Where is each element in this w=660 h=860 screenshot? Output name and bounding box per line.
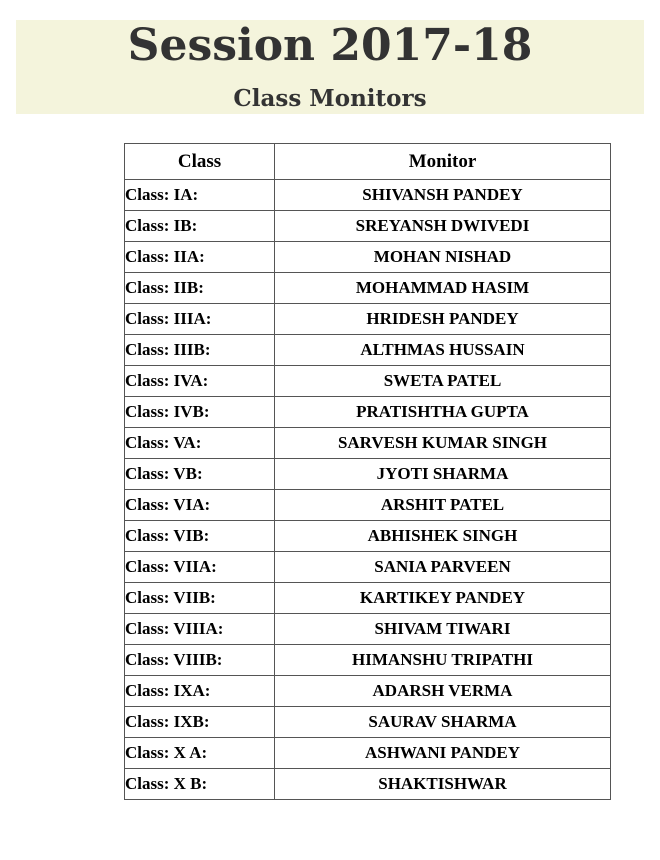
table-row bbox=[125, 459, 611, 490]
class-cell: Class: IB: bbox=[125, 211, 275, 242]
table-row bbox=[125, 738, 611, 769]
class-cell: Class: VA: bbox=[125, 428, 275, 459]
monitor-cell: MOHAN NISHAD bbox=[275, 242, 611, 273]
monitor-cell: SANIA PARVEEN bbox=[275, 552, 611, 583]
monitor-cell: ASHWANI PANDEY bbox=[275, 738, 611, 769]
monitor-cell: ADARSH VERMA bbox=[275, 676, 611, 707]
class-cell: Class: VIB: bbox=[125, 521, 275, 552]
table-row bbox=[125, 428, 611, 459]
class-cell: Class: X B: bbox=[125, 769, 275, 800]
table-row bbox=[125, 645, 611, 676]
class-cell: Class: IXA: bbox=[125, 676, 275, 707]
table-row bbox=[125, 273, 611, 304]
monitor-cell: SHIVAM TIWARI bbox=[275, 614, 611, 645]
monitor-cell: SREYANSH DWIVEDI bbox=[275, 211, 611, 242]
table-body bbox=[125, 180, 611, 800]
class-cell: Class: IIIB: bbox=[125, 335, 275, 366]
class-cell: Class: IIIA: bbox=[125, 304, 275, 335]
class-cell: Class: IIB: bbox=[125, 273, 275, 304]
table-row bbox=[125, 614, 611, 645]
table-row bbox=[125, 521, 611, 552]
monitor-cell: HRIDESH PANDEY bbox=[275, 304, 611, 335]
class-cell: Class: IIA: bbox=[125, 242, 275, 273]
table-row bbox=[125, 490, 611, 521]
class-cell: Class: VIIIA: bbox=[125, 614, 275, 645]
table-row bbox=[125, 366, 611, 397]
table-row bbox=[125, 676, 611, 707]
column-header-class: Class bbox=[125, 144, 275, 180]
table-row bbox=[125, 552, 611, 583]
class-cell: Class: IVB: bbox=[125, 397, 275, 428]
table-header-row bbox=[125, 144, 611, 180]
monitor-cell: MOHAMMAD HASIM bbox=[275, 273, 611, 304]
class-cell: Class: VIIIB: bbox=[125, 645, 275, 676]
class-cell: Class: VIA: bbox=[125, 490, 275, 521]
class-cell: Class: VIIB: bbox=[125, 583, 275, 614]
table-row bbox=[125, 583, 611, 614]
table-row bbox=[125, 397, 611, 428]
monitor-cell: SAURAV SHARMA bbox=[275, 707, 611, 738]
table-row bbox=[125, 242, 611, 273]
class-cell: Class: IVA: bbox=[125, 366, 275, 397]
monitor-cell: SWETA PATEL bbox=[275, 366, 611, 397]
monitors-table bbox=[124, 143, 611, 800]
table-row bbox=[125, 769, 611, 800]
table-row bbox=[125, 707, 611, 738]
table-row bbox=[125, 335, 611, 366]
class-cell: Class: IXB: bbox=[125, 707, 275, 738]
monitor-cell: PRATISHTHA GUPTA bbox=[275, 397, 611, 428]
monitor-cell: ABHISHEK SINGH bbox=[275, 521, 611, 552]
monitor-cell: SHIVANSH PANDEY bbox=[275, 180, 611, 211]
class-cell: Class: VIIA: bbox=[125, 552, 275, 583]
page-title: Session 2017-18 bbox=[127, 20, 533, 71]
monitor-cell: JYOTI SHARMA bbox=[275, 459, 611, 490]
monitor-cell: SHAKTISHWAR bbox=[275, 769, 611, 800]
class-cell: Class: IA: bbox=[125, 180, 275, 211]
monitor-cell: SARVESH KUMAR SINGH bbox=[275, 428, 611, 459]
class-cell: Class: X A: bbox=[125, 738, 275, 769]
column-header-monitor: Monitor bbox=[275, 144, 611, 180]
page-subtitle: Class Monitors bbox=[233, 85, 427, 112]
class-cell: Class: VB: bbox=[125, 459, 275, 490]
table-row bbox=[125, 180, 611, 211]
monitor-cell: HIMANSHU TRIPATHI bbox=[275, 645, 611, 676]
table-row bbox=[125, 304, 611, 335]
monitor-cell: ALTHMAS HUSSAIN bbox=[275, 335, 611, 366]
monitor-cell: ARSHIT PATEL bbox=[275, 490, 611, 521]
monitor-cell: KARTIKEY PANDEY bbox=[275, 583, 611, 614]
table-row bbox=[125, 211, 611, 242]
